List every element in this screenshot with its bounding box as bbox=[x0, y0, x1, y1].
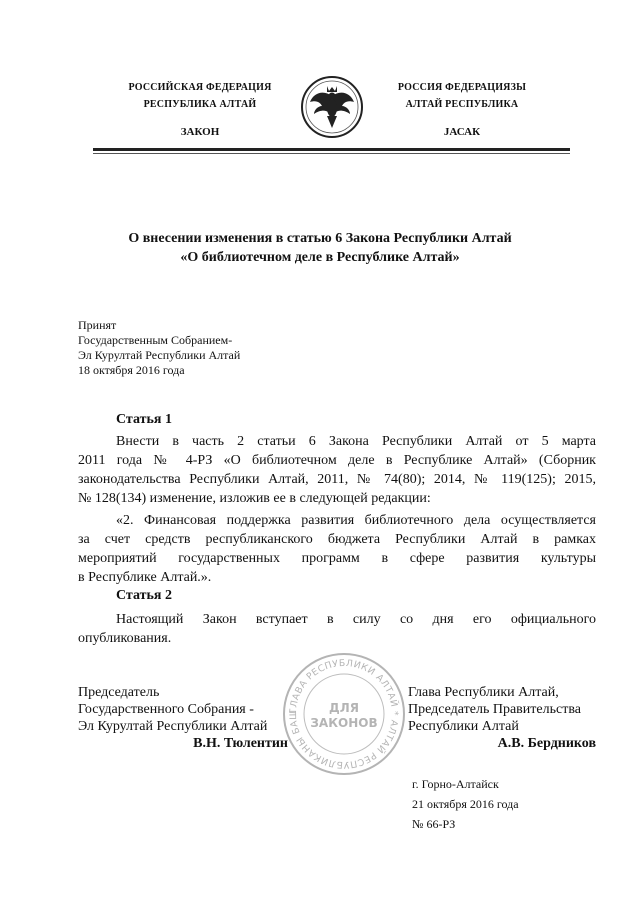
footer-place: г. Горно-Алтайск bbox=[412, 777, 499, 791]
stamp-center-line1: ДЛЯ bbox=[329, 701, 359, 715]
article2-p1-line1: Настоящий Закон вступает в силу со дня его официального bbox=[116, 612, 596, 627]
law-title-line1: О внесении изменения в статью 6 Закона Республики Алтай bbox=[128, 231, 512, 246]
header-right-line2: АЛТАЙ РЕСПУБЛИКА bbox=[405, 99, 519, 110]
adopted-line1: Принят bbox=[78, 318, 117, 332]
signature-left-name: В.Н. Тюлентин bbox=[193, 736, 288, 751]
header-right-line1: РОССИЯ ФЕДЕРАЦИЯЗЫ bbox=[397, 82, 527, 93]
article1-p1-line1: Внести в часть 2 статьи 6 Закона Республики Алтай от 5 марта bbox=[116, 434, 596, 449]
header-left-title: ЗАКОН bbox=[180, 126, 220, 138]
footer-number: № 66-РЗ bbox=[412, 817, 456, 831]
article2-p1-line2: опубликования. bbox=[78, 631, 172, 646]
signature-right-line1: Глава Республики Алтай, bbox=[408, 685, 559, 700]
adopted-block bbox=[78, 318, 318, 378]
article1-p1-line2: 2011 года № 4-РЗ «О библиотечном деле в Республике Алтай» (Сборник bbox=[78, 453, 596, 468]
signature-right bbox=[408, 684, 596, 752]
stamp-ring-text: ГЛАВА РЕСПУБЛИКИ АЛТАЙ * АЛТАЙ РЕСПУБЛИКАНЫ БАШ bbox=[287, 657, 401, 771]
law-title-line2: «О библиотечном деле в Республике Алтай» bbox=[180, 250, 460, 265]
article1-heading: Статья 1 bbox=[116, 412, 172, 427]
article2-heading: Статья 2 bbox=[116, 588, 172, 603]
article1-paragraph1 bbox=[78, 432, 596, 508]
adopted-line3: Эл Курултай Республики Алтай bbox=[78, 348, 241, 362]
signature-right-name: А.В. Бердников bbox=[497, 736, 596, 751]
stamp-center-line2: ЗАКОНОВ bbox=[310, 716, 378, 730]
article1-p1-line3: законодательства Республики Алтай, 2011, № 74(80); 2014, № 119(125); 2015, bbox=[78, 472, 596, 487]
article1-p1-line4: № 128(134) изменение, изложив ее в следующей редакции: bbox=[78, 491, 431, 506]
header-left-line1: РОССИЙСКАЯ ФЕДЕРАЦИЯ bbox=[128, 82, 272, 93]
signature-right-line2: Председатель Правительства bbox=[408, 702, 581, 717]
header-right-title: JАСАК bbox=[443, 126, 481, 138]
article1-paragraph2 bbox=[78, 511, 596, 587]
signature-left-line1: Председатель bbox=[78, 685, 160, 700]
adopted-line4: 18 октября 2016 года bbox=[78, 363, 185, 377]
article1-p2-line2: за счет средств республиканского бюджета Республики Алтай в рамках bbox=[78, 532, 596, 547]
article1-p2-line1: «2. Финансовая поддержка развития библиотечного дела осуществляется bbox=[116, 513, 596, 528]
adopted-line2: Государственным Собранием- bbox=[78, 333, 233, 347]
header-divider-thin bbox=[93, 153, 570, 154]
footer-date: 21 октября 2016 года bbox=[412, 797, 519, 811]
article2-paragraph1 bbox=[78, 610, 596, 648]
header-left-line2: РЕСПУБЛИКА АЛТАЙ bbox=[143, 99, 257, 110]
header-divider-thick bbox=[93, 148, 570, 151]
signature-left-line3: Эл Курултай Республики Алтай bbox=[78, 719, 268, 734]
footer-block bbox=[412, 774, 592, 834]
altai-republic-coat-of-arms-icon bbox=[300, 74, 364, 140]
signature-left-line2: Государственного Собрания - bbox=[78, 702, 254, 717]
signature-left bbox=[78, 684, 288, 752]
article1-p2-line3: мероприятий государственных программ в сфере развития культуры bbox=[78, 551, 596, 566]
signature-right-line3: Республики Алтай bbox=[408, 719, 519, 734]
article1-p2-line4: в Республике Алтай.». bbox=[78, 570, 212, 585]
official-stamp bbox=[282, 652, 406, 776]
